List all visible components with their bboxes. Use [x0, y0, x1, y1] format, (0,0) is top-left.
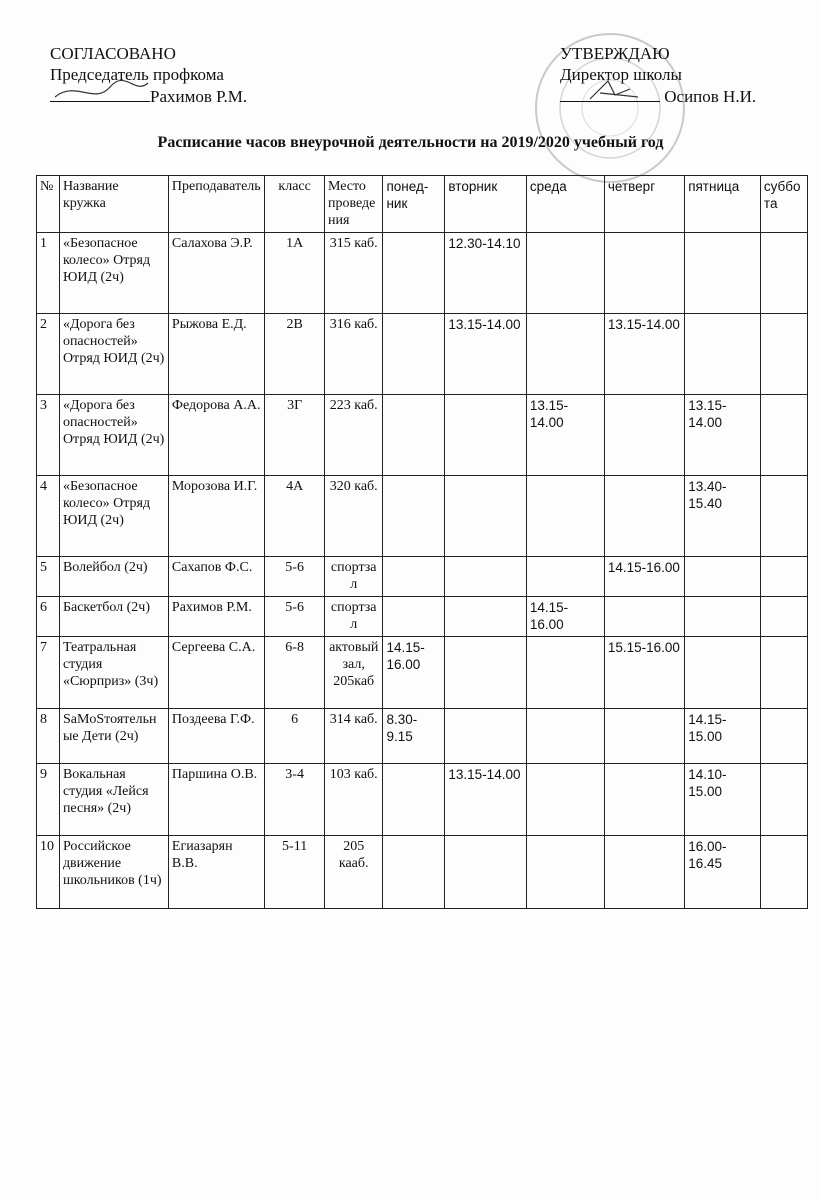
cell-wednesday [526, 233, 604, 314]
cell-teacher: Рахимов Р.М. [168, 597, 264, 637]
cell-num: 9 [37, 764, 60, 836]
cell-class: 5-6 [265, 597, 325, 637]
cell-place: актовый зал, 205каб [324, 637, 383, 709]
cell-thursday [604, 709, 684, 764]
cell-club-name: «Безопасное колесо» Отряд ЮИД (2ч) [59, 476, 168, 557]
cell-num: 10 [37, 836, 60, 909]
cell-club-name: «Безопасное колесо» Отряд ЮИД (2ч) [59, 233, 168, 314]
cell-tuesday [445, 557, 526, 597]
cell-club-name: Волейбол (2ч) [59, 557, 168, 597]
header-monday: понед-ник [383, 176, 445, 233]
signature [50, 85, 150, 102]
cell-num: 8 [37, 709, 60, 764]
cell-num: 6 [37, 597, 60, 637]
header-friday: пятница [685, 176, 761, 233]
cell-teacher: Рыжова Е.Д. [168, 314, 264, 395]
cell-monday [383, 233, 445, 314]
cell-class: 6 [265, 709, 325, 764]
header-wednesday: среда [526, 176, 604, 233]
cell-saturday [760, 709, 807, 764]
table-row [37, 637, 808, 709]
cell-num: 3 [37, 395, 60, 476]
table-header-row [37, 176, 808, 233]
cell-tuesday: 12.30-14.10 [445, 233, 526, 314]
cell-class: 2В [265, 314, 325, 395]
cell-friday: 14.10-15.00 [685, 764, 761, 836]
cell-teacher: Поздеева Г.Ф. [168, 709, 264, 764]
approval-block-right [560, 43, 800, 107]
header-thursday: четверг [604, 176, 684, 233]
signature-scribble-icon [50, 75, 150, 105]
cell-tuesday: 13.15-14.00 [445, 314, 526, 395]
cell-friday [685, 597, 761, 637]
cell-monday [383, 476, 445, 557]
header-teacher: Преподаватель [168, 176, 264, 233]
cell-saturday [760, 597, 807, 637]
cell-club-name: «Дорога без опасностей» Отряд ЮИД (2ч) [59, 314, 168, 395]
cell-place: 205 кааб. [324, 836, 383, 909]
cell-thursday [604, 395, 684, 476]
signature-scribble-icon [560, 75, 660, 105]
table-row [37, 314, 808, 395]
cell-wednesday [526, 557, 604, 597]
cell-place: 103 каб. [324, 764, 383, 836]
cell-wednesday [526, 764, 604, 836]
cell-friday: 14.15-15.00 [685, 709, 761, 764]
cell-teacher: Морозова И.Г. [168, 476, 264, 557]
cell-teacher: Сергеева С.А. [168, 637, 264, 709]
cell-place: спортзал [324, 597, 383, 637]
table-row [37, 764, 808, 836]
cell-class: 5-11 [265, 836, 325, 909]
cell-thursday: 15.15-16.00 [604, 637, 684, 709]
cell-club-name: «Дорога без опасностей» Отряд ЮИД (2ч) [59, 395, 168, 476]
cell-friday: 13.40-15.40 [685, 476, 761, 557]
approval-name: Рахимов Р.М. [150, 87, 248, 106]
cell-saturday [760, 314, 807, 395]
cell-tuesday [445, 395, 526, 476]
cell-teacher: Сахапов Ф.С. [168, 557, 264, 597]
cell-saturday [760, 836, 807, 909]
cell-wednesday [526, 314, 604, 395]
cell-class: 6-8 [265, 637, 325, 709]
approval-name: Осипов Н.И. [664, 87, 757, 106]
header-class: класс [265, 176, 325, 233]
cell-teacher: Федорова А.А. [168, 395, 264, 476]
cell-place: 320 каб. [324, 476, 383, 557]
cell-thursday [604, 597, 684, 637]
cell-saturday [760, 476, 807, 557]
cell-class: 1А [265, 233, 325, 314]
cell-tuesday [445, 709, 526, 764]
cell-place: 314 каб. [324, 709, 383, 764]
cell-place: 316 каб. [324, 314, 383, 395]
cell-thursday [604, 764, 684, 836]
header-tuesday: вторник [445, 176, 526, 233]
table-row [37, 476, 808, 557]
approval-position: Председатель профкома [50, 65, 224, 84]
cell-num: 4 [37, 476, 60, 557]
document-title: Расписание часов внеурочной деятельности на 2019/2020 учебный год [157, 134, 664, 151]
cell-teacher: Салахова Э.Р. [168, 233, 264, 314]
approval-position: Директор школы [560, 65, 682, 84]
cell-class: 4А [265, 476, 325, 557]
cell-tuesday [445, 836, 526, 909]
cell-monday [383, 764, 445, 836]
cell-num: 2 [37, 314, 60, 395]
table-row [37, 836, 808, 909]
header-num: № [37, 176, 60, 233]
cell-teacher: Паршина О.В. [168, 764, 264, 836]
approval-heading: СОГЛАСОВАНО [50, 44, 176, 63]
cell-saturday [760, 557, 807, 597]
cell-teacher: Егиазарян В.В. [168, 836, 264, 909]
table-row [37, 597, 808, 637]
cell-num: 5 [37, 557, 60, 597]
cell-monday [383, 836, 445, 909]
cell-club-name: Баскетбол (2ч) [59, 597, 168, 637]
approval-signature-line [50, 85, 380, 107]
cell-num: 1 [37, 233, 60, 314]
cell-club-name: Вокальная студия «Лейся песня» (2ч) [59, 764, 168, 836]
cell-club-name: Театральная студия «Сюрприз» (3ч) [59, 637, 168, 709]
cell-tuesday [445, 637, 526, 709]
cell-wednesday [526, 476, 604, 557]
cell-friday: 13.15-14.00 [685, 395, 761, 476]
cell-place: 223 каб. [324, 395, 383, 476]
cell-thursday: 13.15-14.00 [604, 314, 684, 395]
cell-saturday [760, 637, 807, 709]
cell-wednesday [526, 709, 604, 764]
approval-heading: УТВЕРЖДАЮ [560, 44, 670, 63]
cell-monday: 8.30-9.15 [383, 709, 445, 764]
cell-saturday [760, 764, 807, 836]
cell-wednesday: 13.15-14.00 [526, 395, 604, 476]
cell-tuesday [445, 476, 526, 557]
cell-wednesday: 14.15-16.00 [526, 597, 604, 637]
header-place: Место проведения [324, 176, 383, 233]
cell-friday [685, 557, 761, 597]
table-row [37, 557, 808, 597]
cell-class: 3Г [265, 395, 325, 476]
cell-thursday [604, 233, 684, 314]
cell-monday [383, 597, 445, 637]
cell-tuesday: 13.15-14.00 [445, 764, 526, 836]
cell-friday [685, 637, 761, 709]
cell-monday: 14.15-16.00 [383, 637, 445, 709]
approval-signature-line [560, 85, 800, 107]
signature [560, 85, 660, 102]
cell-club-name: Российское движение школьников (1ч) [59, 836, 168, 909]
cell-saturday [760, 395, 807, 476]
cell-monday [383, 314, 445, 395]
cell-saturday [760, 233, 807, 314]
cell-place: спортзал [324, 557, 383, 597]
schedule-table [36, 175, 808, 909]
cell-class: 3-4 [265, 764, 325, 836]
cell-club-name: SaMoSтоятельные Дети (2ч) [59, 709, 168, 764]
table-row [37, 709, 808, 764]
cell-thursday [604, 836, 684, 909]
cell-wednesday [526, 836, 604, 909]
cell-friday [685, 233, 761, 314]
cell-monday [383, 557, 445, 597]
cell-monday [383, 395, 445, 476]
approval-block-left [50, 43, 380, 107]
cell-thursday: 14.15-16.00 [604, 557, 684, 597]
table-row [37, 395, 808, 476]
cell-wednesday [526, 637, 604, 709]
cell-friday [685, 314, 761, 395]
cell-num: 7 [37, 637, 60, 709]
cell-tuesday [445, 597, 526, 637]
cell-class: 5-6 [265, 557, 325, 597]
cell-friday: 16.00-16.45 [685, 836, 761, 909]
table-row [37, 233, 808, 314]
cell-thursday [604, 476, 684, 557]
cell-place: 315 каб. [324, 233, 383, 314]
header-saturday: суббота [760, 176, 807, 233]
header-name: Название кружка [59, 176, 168, 233]
